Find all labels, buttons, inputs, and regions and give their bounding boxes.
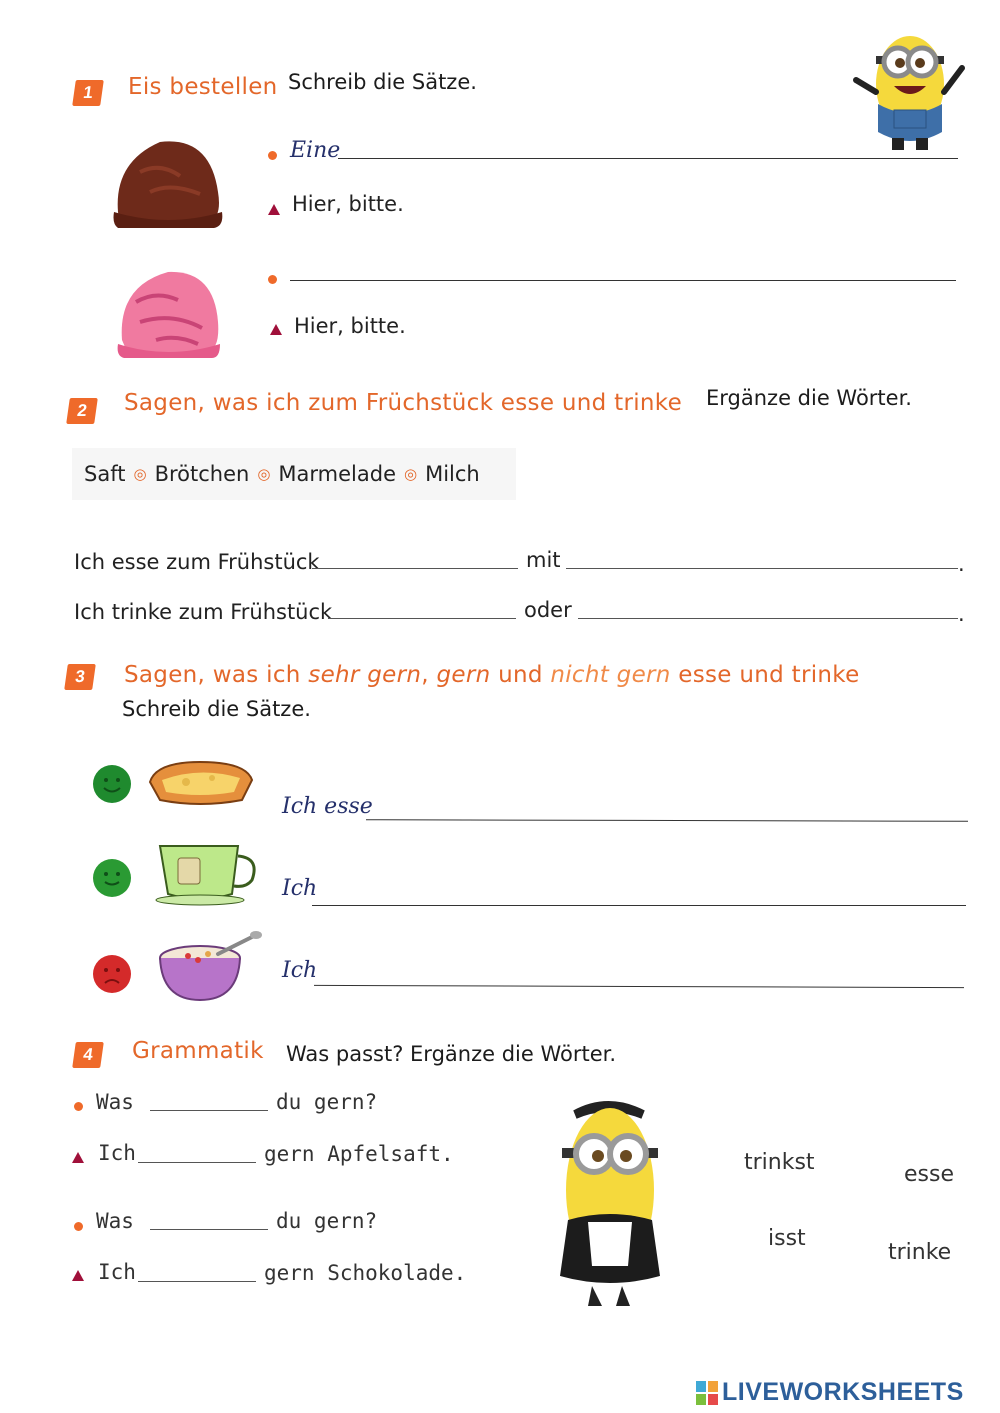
separator-icon: ◎ xyxy=(404,465,418,483)
answer-line[interactable] xyxy=(328,618,516,619)
handwritten-prompt: Ich esse xyxy=(282,794,373,819)
sentence-period: . xyxy=(958,552,965,576)
answer-line[interactable] xyxy=(138,1281,256,1282)
exercise-title: Grammatik xyxy=(132,1038,264,1064)
exercise-instruction: Schreib die Sätze. xyxy=(122,697,311,721)
liveworksheets-logo xyxy=(696,1378,964,1407)
word-item: Marmelade xyxy=(278,462,396,486)
very-happy-face-icon xyxy=(92,764,132,804)
sentence-end: du gern? xyxy=(276,1090,378,1114)
exercise-number-badge: 2 xyxy=(66,398,98,424)
word-box xyxy=(72,448,516,500)
word-choice[interactable]: trinkst xyxy=(744,1150,815,1175)
speaker-a-bullet xyxy=(268,275,277,284)
speaker-a-bullet xyxy=(74,1222,83,1231)
answer-line[interactable] xyxy=(366,819,968,822)
handwritten-prompt: Ich xyxy=(282,958,318,983)
strawberry-ice-cream-image xyxy=(116,262,222,360)
answer-line[interactable] xyxy=(312,568,518,569)
answer-line[interactable] xyxy=(566,568,958,569)
cheese-sandwich-image xyxy=(146,756,256,810)
exercise-title: Sagen, was ich sehr gern, gern und nicht gern esse und trinke xyxy=(124,662,860,688)
separator-icon: ◎ xyxy=(257,465,271,483)
exercise-title: Sagen, was ich zum Früchstück esse und trinke xyxy=(124,390,683,416)
exercise-instruction: Ergänze die Wörter. xyxy=(706,386,912,410)
sentence-start: Ich xyxy=(98,1260,136,1284)
sentence-start: Was xyxy=(96,1209,134,1233)
happy-face-icon xyxy=(92,858,132,898)
answer-line[interactable] xyxy=(150,1229,268,1230)
speaker-b-bullet xyxy=(72,1152,84,1163)
word-item: Milch xyxy=(425,462,480,486)
sentence-period: . xyxy=(958,602,965,626)
answer-line[interactable] xyxy=(338,158,958,159)
speaker-a-bullet xyxy=(268,151,277,160)
exercise-number-badge: 3 xyxy=(64,664,96,690)
brand-text: LIVEWORKSHEETS xyxy=(722,1378,964,1406)
speaker-a-bullet xyxy=(74,1102,83,1111)
chocolate-ice-cream-image xyxy=(110,132,226,230)
sentence-connector: mit xyxy=(526,548,561,572)
answer-line[interactable] xyxy=(312,905,966,906)
handwritten-prompt: Eine xyxy=(290,138,341,163)
exercise-title: Eis bestellen xyxy=(128,74,278,100)
sentence-start: Ich trinke zum Frühstück xyxy=(74,600,333,624)
sentence-start: Ich xyxy=(98,1141,136,1165)
exercise-number-badge: 1 xyxy=(72,80,104,106)
sentence-connector: oder xyxy=(524,598,572,622)
word-choice[interactable]: trinke xyxy=(888,1240,952,1265)
sentence-end: du gern? xyxy=(276,1209,378,1233)
word-item: Saft xyxy=(84,462,126,486)
speaker-b-bullet xyxy=(72,1270,84,1281)
reply-text: Hier, bitte. xyxy=(292,192,404,216)
handwritten-prompt: Ich xyxy=(282,876,318,901)
green-tea-cup-image xyxy=(154,836,262,906)
sentence-end: gern Apfelsaft. xyxy=(264,1142,454,1166)
reply-text: Hier, bitte. xyxy=(294,314,406,338)
sentence-start: Ich esse zum Frühstück xyxy=(74,550,320,574)
answer-line[interactable] xyxy=(138,1162,256,1163)
exercise-instruction: Schreib die Sätze. xyxy=(288,70,477,94)
answer-line[interactable] xyxy=(578,618,958,619)
word-choice[interactable]: isst xyxy=(768,1226,806,1251)
liveworksheets-icon xyxy=(696,1381,718,1405)
answer-line[interactable] xyxy=(314,985,964,988)
separator-icon: ◎ xyxy=(133,465,147,483)
exercise-number-badge: 4 xyxy=(72,1042,104,1068)
sentence-start: Was xyxy=(96,1090,134,1114)
sentence-end: gern Schokolade. xyxy=(264,1261,467,1285)
maid-minion-image xyxy=(538,1090,680,1310)
sad-face-icon xyxy=(92,954,132,994)
speaker-b-bullet xyxy=(270,324,282,335)
cereal-bowl-image xyxy=(158,930,262,1004)
word-choice[interactable]: esse xyxy=(904,1162,954,1187)
speaker-b-bullet xyxy=(268,204,280,215)
exercise-instruction: Was passt? Ergänze die Wörter. xyxy=(286,1042,617,1066)
minion-waving-image xyxy=(850,22,968,154)
answer-line[interactable] xyxy=(150,1110,268,1111)
word-item: Brötchen xyxy=(154,462,250,486)
answer-line[interactable] xyxy=(290,280,956,281)
